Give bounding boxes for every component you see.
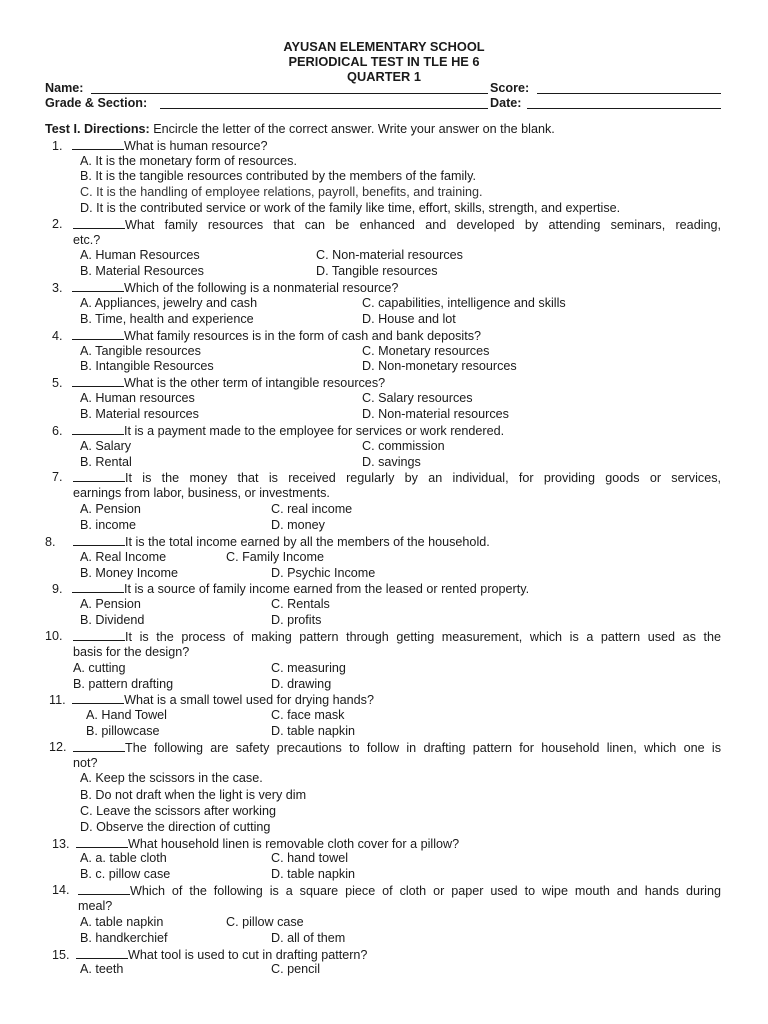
option: D. House and lot (362, 312, 456, 326)
question-text: It is a source of family income earned from the leased or rented property. (124, 582, 530, 596)
grade-section-label: Grade & Section: (45, 96, 148, 110)
option: C. Family Income (226, 550, 324, 564)
option: B. pattern drafting (73, 677, 174, 691)
question-text-continued: meal? (78, 899, 113, 913)
question-14 (78, 883, 721, 899)
option: D. table napkin (271, 867, 356, 881)
question-text: What tool is used to cut in drafting pattern? (128, 948, 368, 962)
option: D. Non-monetary resources (362, 359, 517, 373)
answer-blank (73, 534, 125, 546)
question-text: What household linen is removable cloth cover for a pillow? (128, 837, 460, 851)
option: A. Appliances, jewelry and cash (80, 296, 258, 310)
school-name: AYUSAN ELEMENTARY SCHOOL (283, 39, 485, 54)
question-4 (52, 328, 481, 344)
question-text: What family resources is in the form of cash and bank deposits? (124, 329, 482, 343)
option: A. It is the monetary form of resources. (80, 154, 297, 168)
option: D. drawing (271, 677, 332, 691)
option: A. Pension (80, 502, 141, 516)
question-number: 15. (52, 948, 70, 962)
option: A. Salary (80, 439, 132, 453)
option: A. Hand Towel (86, 708, 167, 722)
option: B. Do not draft when the light is very dim (80, 788, 307, 802)
question-7 (73, 470, 721, 486)
question-12 (73, 740, 721, 756)
question-text-continued: etc.? (73, 233, 101, 247)
question-1 (52, 138, 268, 154)
question-number: 13. (52, 837, 70, 851)
question-text-continued: earnings from labor, business, or investments. (73, 486, 330, 500)
option: B. Rental (80, 455, 132, 469)
question-number: 11. (49, 693, 66, 707)
option: C. measuring (271, 661, 346, 675)
question-number: 3. (52, 281, 63, 295)
answer-blank (78, 883, 130, 895)
answer-blank (72, 423, 124, 435)
question-2 (73, 217, 721, 233)
question-3 (52, 280, 398, 296)
option: C. It is the handling of employee relations, payroll, benefits, and training. (80, 185, 483, 199)
question-number: 2. (52, 217, 63, 231)
option: A. Keep the scissors in the case. (80, 771, 263, 785)
option: B. Material resources (80, 407, 199, 421)
option: D. savings (362, 455, 421, 469)
option: C. Non-material resources (316, 248, 463, 262)
question-number: 10. (45, 629, 63, 643)
question-text: What is human resource? (124, 139, 268, 153)
question-text: What is the other term of intangible resources? (124, 376, 386, 390)
option: C. commission (362, 439, 445, 453)
question-15 (52, 947, 367, 963)
option: A. Real Income (80, 550, 167, 564)
question-number: 7. (52, 470, 63, 484)
option: B. Intangible Resources (80, 359, 214, 373)
answer-blank (73, 217, 125, 229)
option: A. Tangible resources (80, 344, 201, 358)
option: B. Time, health and experience (80, 312, 254, 326)
answer-blank (72, 692, 124, 704)
option: A. Human resources (80, 391, 195, 405)
question-number: 4. (52, 329, 63, 343)
question-text: Which of the following is a nonmaterial resource? (124, 281, 399, 295)
question-text: It is the process of making pattern through getting measurement, which is a pattern used as the (125, 630, 721, 644)
option: A. teeth (80, 962, 124, 976)
question-number: 5. (52, 376, 63, 390)
quarter-label: QUARTER 1 (347, 69, 421, 84)
question-text: It is the total income earned by all the members of the household. (125, 535, 490, 549)
question-10 (73, 629, 721, 645)
directions-label: Test I. Directions: (45, 122, 150, 136)
answer-blank (72, 375, 124, 387)
question-9 (52, 581, 529, 597)
question-6 (52, 423, 504, 439)
option: B. pillowcase (86, 724, 160, 738)
question-number: 1. (52, 139, 63, 153)
name-blank (91, 82, 488, 94)
option: B. Material Resources (80, 264, 204, 278)
option: C. hand towel (271, 851, 349, 865)
option: C. capabilities, intelligence and skills (362, 296, 566, 310)
option: C. Leave the scissors after working (80, 804, 276, 818)
answer-blank (76, 947, 128, 959)
answer-blank (72, 581, 124, 593)
question-text: It is the money that is received regularly by an individual, for providing goods or services, (125, 471, 721, 485)
option: D. all of them (271, 931, 346, 945)
answer-blank (73, 629, 125, 641)
option: C. pencil (271, 962, 320, 976)
score-blank (537, 82, 721, 94)
option: B. income (80, 518, 136, 532)
option: A. Human Resources (80, 248, 200, 262)
answer-blank (72, 138, 124, 150)
question-5 (52, 375, 385, 391)
option: A. cutting (73, 661, 126, 675)
question-number: 12. (49, 740, 67, 754)
question-text-continued: basis for the design? (73, 645, 190, 659)
option: C. Salary resources (362, 391, 473, 405)
option: A. a. table cloth (80, 851, 167, 865)
grade-section-blank (160, 97, 488, 109)
answer-blank (73, 740, 125, 752)
option: D. Tangible resources (316, 264, 438, 278)
date-label: Date: (490, 96, 522, 110)
question-number: 8. (45, 535, 56, 549)
option: C. face mask (271, 708, 345, 722)
option: B. Money Income (80, 566, 178, 580)
option: C. pillow case (226, 915, 304, 929)
directions (45, 122, 555, 137)
option: D. profits (271, 613, 322, 627)
option: D. Observe the direction of cutting (80, 820, 271, 834)
option: D. It is the contributed service or work of the family like time, effort, skills, strength, and expertise. (80, 201, 621, 215)
question-text: Which of the following is a square piece of cloth or paper used to wipe mouth and hands during (130, 884, 721, 898)
directions-text: Encircle the letter of the correct answer. Write your answer on the blank. (153, 122, 555, 136)
option: D. Psychic Income (271, 566, 376, 580)
option: A. table napkin (80, 915, 164, 929)
option: B. Dividend (80, 613, 145, 627)
score-label: Score: (490, 81, 530, 95)
option: D. money (271, 518, 325, 532)
question-text: What family resources that can be enhanced and developed by attending seminars, reading, (125, 218, 721, 232)
option: B. handkerchief (80, 931, 168, 945)
option: C. real income (271, 502, 353, 516)
option: B. It is the tangible resources contributed by the members of the family. (80, 169, 476, 183)
question-text: What is a small towel used for drying hands? (124, 693, 374, 707)
question-number: 14. (52, 883, 70, 897)
test-title: PERIODICAL TEST IN TLE HE 6 (288, 54, 480, 69)
answer-blank (72, 280, 124, 292)
option: D. Non-material resources (362, 407, 509, 421)
question-number: 6. (52, 424, 63, 438)
question-13 (52, 836, 459, 852)
answer-blank (76, 836, 128, 848)
question-11 (49, 692, 374, 708)
name-label: Name: (45, 81, 84, 95)
option: A. Pension (80, 597, 141, 611)
option: D. table napkin (271, 724, 356, 738)
question-text: The following are safety precautions to follow in drafting pattern for household linen, which one is (125, 741, 721, 755)
option: C. Monetary resources (362, 344, 490, 358)
answer-blank (73, 470, 125, 482)
question-text: It is a payment made to the employee for services or work rendered. (124, 424, 505, 438)
question-number: 9. (52, 582, 63, 596)
option: C. Rentals (271, 597, 330, 611)
answer-blank (72, 328, 124, 340)
option: B. c. pillow case (80, 867, 171, 881)
question-8 (45, 534, 490, 550)
question-text-continued: not? (73, 756, 98, 770)
date-blank (527, 97, 721, 109)
